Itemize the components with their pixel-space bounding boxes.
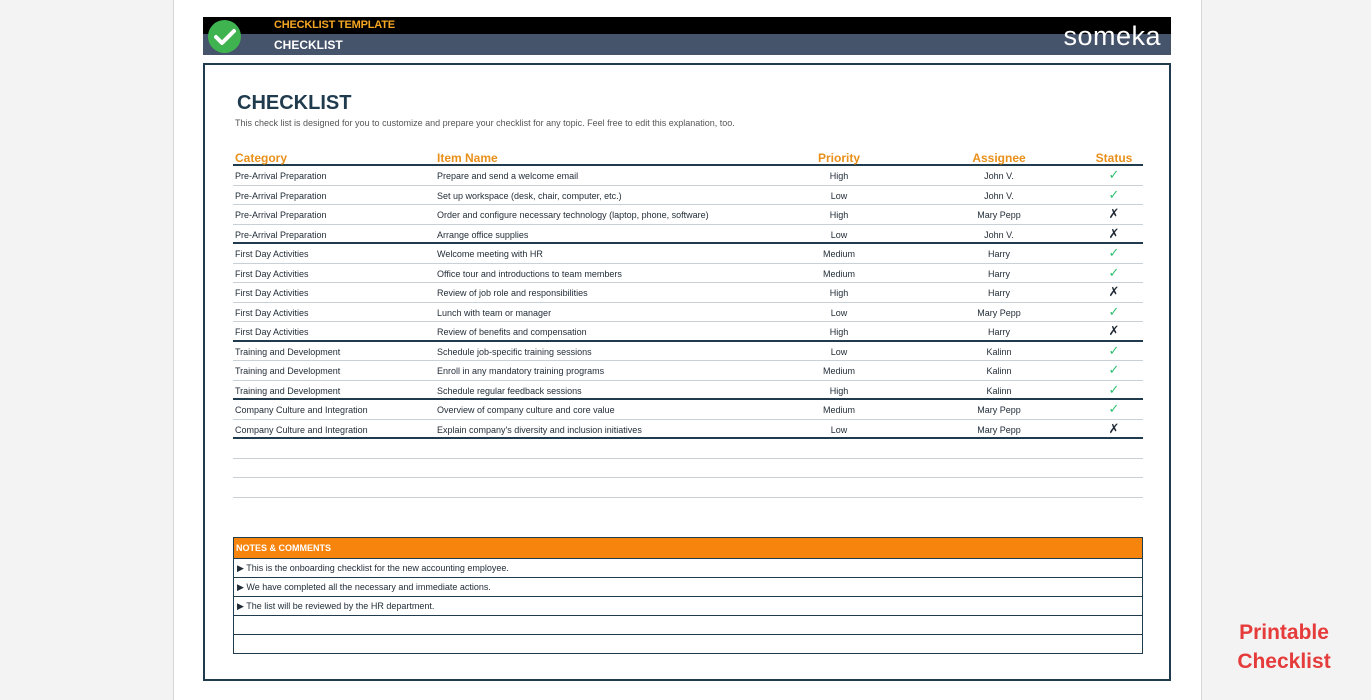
cell-priority[interactable]: Medium [822,268,855,279]
cell-category[interactable]: First Day Activities [235,288,309,298]
table-row[interactable] [233,166,1143,186]
cell-assignee[interactable]: Harry [988,327,1010,337]
col-priority: Priority [817,151,860,165]
cell-assignee[interactable]: Kalinn [986,346,1012,357]
cell-item-name[interactable]: Schedule job-specific training sessions [437,346,592,357]
status-check-icon[interactable]: ✓ [1108,381,1120,397]
printable-line-2: Checklist [1237,650,1331,673]
cell-category[interactable]: Training and Development [235,346,341,357]
cell-item-name[interactable]: Arrange office supplies [437,229,529,240]
table-row[interactable] [233,205,1143,225]
cell-item-name[interactable]: Enroll in any mandatory training programs [437,366,605,376]
status-cross-icon[interactable]: ✗ [1108,284,1120,299]
header-bottom-band [203,34,1171,55]
status-check-icon[interactable]: ✓ [1108,264,1120,280]
cell-assignee[interactable]: Harry [988,288,1010,298]
cell-category[interactable]: First Day Activities [235,307,309,318]
cell-priority[interactable]: Low [830,424,848,435]
cell-priority[interactable]: Low [830,229,848,240]
cell-assignee[interactable]: Mary Pepp [977,424,1021,435]
cell-item-name[interactable]: Schedule regular feedback sessions [437,385,582,396]
note-line[interactable]: ▶ The list will be reviewed by the HR department. [234,596,1142,615]
checklist-table [233,149,1143,498]
empty-row[interactable] [233,478,1143,498]
status-check-icon[interactable]: ✓ [1108,303,1120,319]
printable-checklist-label [1226,618,1342,676]
cell-item-name[interactable]: Set up workspace (desk, chair, computer, etc.) [437,190,622,201]
header-subtitle: CHECKLIST TEMPLATE [274,19,395,31]
notes-header: NOTES & COMMENTS [234,538,1142,558]
cell-priority[interactable]: High [829,171,849,181]
status-check-icon[interactable]: ✓ [1108,245,1120,260]
cell-assignee[interactable]: Kalinn [986,366,1012,376]
table-row[interactable] [233,381,1143,401]
cell-priority[interactable]: High [829,288,849,298]
cell-item-name[interactable]: Order and configure necessary technology (laptop, phone, software) [437,210,709,220]
check-logo-icon [208,20,241,53]
cell-assignee[interactable]: John V. [984,229,1014,240]
cell-assignee[interactable]: Mary Pepp [977,307,1021,318]
cell-item-name[interactable]: Lunch with team or manager [437,307,552,318]
cell-category[interactable]: Company Culture and Integration [235,424,368,435]
note-line[interactable]: ▶ We have completed all the necessary and immediate actions. [234,577,1142,596]
cell-category[interactable]: Training and Development [235,385,341,396]
table-row[interactable] [233,322,1143,342]
table-row[interactable] [233,420,1143,440]
cell-category[interactable]: Pre-Arrival Preparation [235,171,327,181]
cell-priority[interactable]: High [829,385,849,396]
table-row[interactable] [233,225,1143,245]
cell-category[interactable]: Company Culture and Integration [235,405,368,415]
cell-item-name[interactable]: Office tour and introductions to team members [437,268,622,279]
cell-item-name[interactable]: Review of benefits and compensation [437,327,587,337]
cell-category[interactable]: Pre-Arrival Preparation [235,229,327,240]
note-line[interactable] [234,634,1142,653]
cell-category[interactable]: First Day Activities [235,249,309,259]
status-cross-icon[interactable]: ✗ [1108,206,1120,221]
note-line[interactable] [234,615,1142,634]
status-check-icon[interactable]: ✓ [1108,186,1120,202]
table-row[interactable] [233,244,1143,264]
col-item-name: Item Name [437,151,498,165]
col-status: Status [1095,151,1133,165]
cell-item-name[interactable]: Overview of company culture and core value [437,405,615,415]
status-cross-icon[interactable]: ✗ [1108,323,1120,338]
cell-priority[interactable]: Medium [822,366,855,376]
table-row[interactable] [233,361,1143,381]
col-category: Category [235,151,288,165]
cell-assignee[interactable]: Mary Pepp [977,210,1021,220]
cell-item-name[interactable]: Review of job role and responsibilities [437,288,588,298]
cell-category[interactable]: First Day Activities [235,327,309,337]
table-row[interactable] [233,264,1143,284]
notes-section [233,537,1143,654]
status-check-icon[interactable]: ✓ [1108,167,1120,182]
table-row[interactable] [233,186,1143,206]
cell-category[interactable]: Pre-Arrival Preparation [235,210,327,220]
brand-logo[interactable]: someka [1063,21,1161,51]
status-cross-icon[interactable]: ✗ [1108,225,1120,241]
status-check-icon[interactable]: ✓ [1108,362,1120,377]
cell-priority[interactable]: High [829,327,849,337]
table-header [233,149,1143,166]
cell-assignee[interactable]: Kalinn [986,385,1012,396]
cell-priority[interactable]: Low [830,346,848,357]
checklist-card [203,63,1171,681]
cell-assignee[interactable]: Harry [988,249,1010,259]
printable-line-1: Printable [1239,621,1329,644]
page-description[interactable]: This check list is designed for you to customize and prepare your checklist for any topic. Feel free to edit this explanation, too. [235,118,735,128]
page-title: CHECKLIST [237,92,352,114]
cell-priority[interactable]: Low [830,307,848,318]
cell-item-name[interactable]: Welcome meeting with HR [437,249,543,259]
cell-assignee[interactable]: Mary Pepp [977,405,1021,415]
cell-item-name[interactable]: Prepare and send a welcome email [437,171,579,181]
table-row[interactable] [233,342,1143,362]
cell-item-name[interactable]: Explain company's diversity and inclusion initiatives [437,424,642,435]
cell-assignee[interactable]: John V. [984,190,1014,201]
empty-row[interactable] [233,459,1143,479]
col-assignee: Assignee [972,151,1026,165]
cell-assignee[interactable]: Harry [988,268,1010,279]
table-body [233,166,1143,439]
cell-priority[interactable]: Medium [822,405,855,415]
status-check-icon[interactable]: ✓ [1108,342,1120,358]
cell-assignee[interactable]: John V. [984,171,1014,181]
header-title: CHECKLIST [274,38,343,52]
cell-priority[interactable]: Medium [822,249,855,259]
cell-category[interactable]: First Day Activities [235,268,309,279]
cell-category[interactable]: Pre-Arrival Preparation [235,190,327,201]
table-row[interactable] [233,400,1143,420]
note-line[interactable]: ▶ This is the onboarding checklist for the new accounting employee. [234,558,1142,577]
cell-priority[interactable]: High [829,210,849,220]
header-bar [203,17,1171,55]
empty-row[interactable] [233,439,1143,459]
status-check-icon[interactable]: ✓ [1108,401,1120,416]
table-row[interactable] [233,303,1143,323]
table-row[interactable] [233,283,1143,303]
status-cross-icon[interactable]: ✗ [1108,420,1120,436]
cell-category[interactable]: Training and Development [235,366,341,376]
cell-priority[interactable]: Low [830,190,848,201]
